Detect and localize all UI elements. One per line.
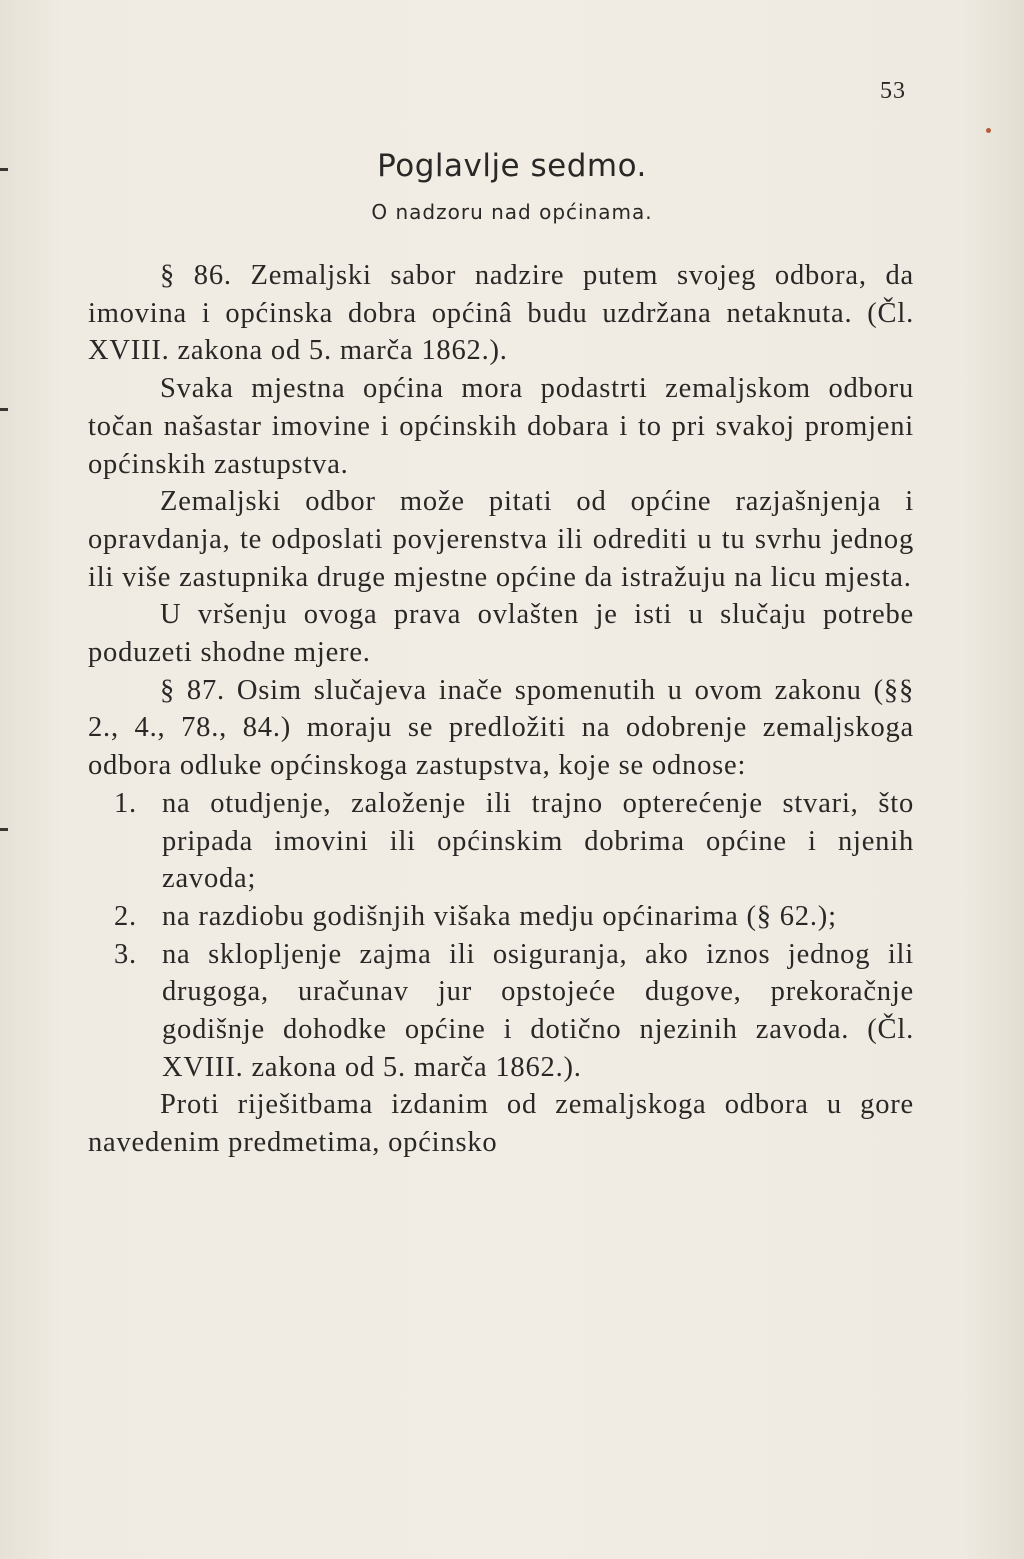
paragraph-87: § 87. Osim slučajeva inače spomenutih u ovom zakonu (§§ 2., 4., 78., 84.) moraju se predložiti na odobrenje zemaljskoga odbora odluke općinskoga zastupstva, koje se odnose:	[88, 674, 914, 782]
list-item-number: 1.	[114, 787, 137, 819]
paragraph-86-inventory: Svaka mjestna općina mora podastrti zemaljskom odboru točan našastar imovine i općinskih dobara i to pri svakoj promjeni općinskih zastupstva.	[88, 373, 914, 480]
paragraph-86-inquiry: Zemaljski odbor može pitati od općine razjašnjenja i opravdanja, te odposlati povjerenstva ili odrediti u tu svrhu jednog ili više zastupnika druge mjestne općine da istražuju na licu mjesta.	[88, 486, 914, 593]
list-item-number: 2.	[114, 900, 137, 932]
numbered-list	[88, 785, 914, 1087]
list-item	[88, 936, 914, 1087]
chapter-title: Poglavlje sedmo.	[377, 148, 647, 184]
margin-mark	[0, 408, 8, 411]
list-item-text: na sklopljenje zajma ili osiguranja, ako iznos jednog ili drugoga, uračunav jur opstojeće dugove, prekoračnje godišnje dohodke općine i dotično njezinih zavoda. (Čl. XVIII. zakona od 5. marča 1862.).	[162, 938, 914, 1083]
list-item-text: na razdiobu godišnjih višaka medju općinarima (§ 62.);	[162, 900, 837, 932]
page-number: 53	[880, 78, 906, 104]
paragraph-86-measures: U vršenju ovoga prava ovlašten je isti u slučaju potrebe poduzeti shodne mjere.	[88, 599, 914, 669]
paragraph-86: § 86. Zemaljski sabor nadzire putem svojeg odbora, da imovina i općinska dobra općinâ budu uzdržana netaknuta. (Čl. XVIII. zakona od 5. marča 1862.).	[88, 260, 914, 367]
list-item	[88, 785, 914, 898]
ink-spot	[986, 128, 991, 133]
list-item-number: 3.	[114, 938, 137, 970]
body-text	[88, 257, 914, 1162]
chapter-subtitle: O nadzoru nad općinama.	[371, 200, 653, 224]
paragraph-appeal: Proti riješitbama izdanim od zemaljskoga odbora u gore navedenim predmetima, općinsko	[88, 1089, 914, 1159]
list-item	[88, 898, 914, 936]
list-item-text: na otudjenje, založenje ili trajno opterećenje stvari, što pripada imovini ili općinskim dobrima općine i njenih zavoda;	[162, 787, 914, 895]
margin-mark	[0, 828, 8, 831]
